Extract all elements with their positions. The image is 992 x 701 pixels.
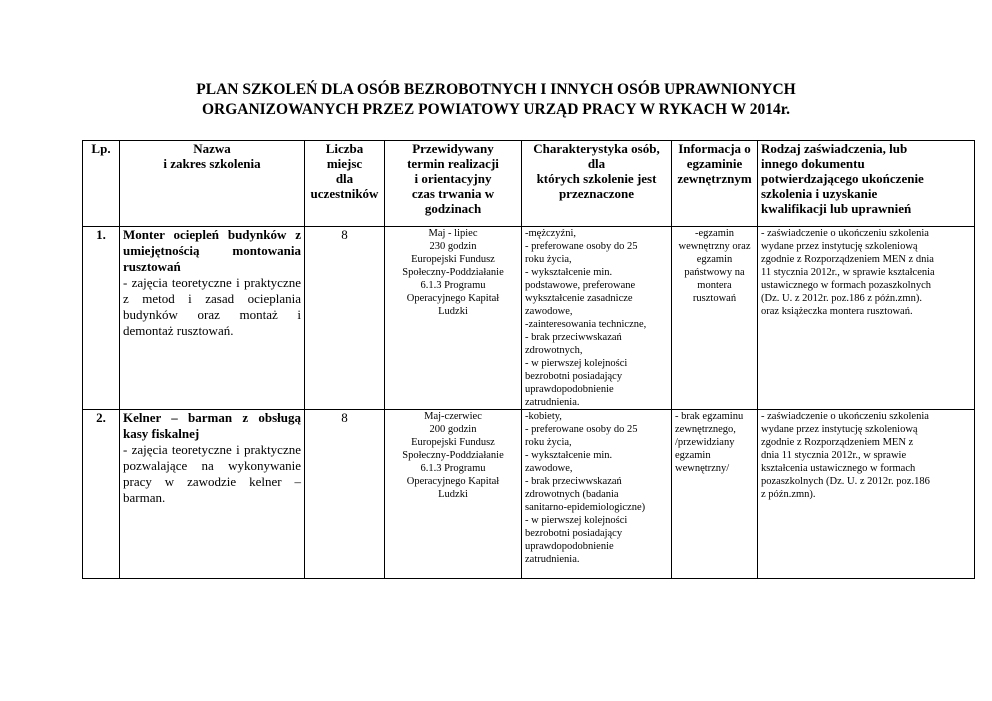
table-row	[83, 410, 975, 579]
header-name	[120, 141, 305, 227]
characteristics-line: roku życia,	[525, 254, 572, 265]
characteristics-line: - wykształcenie min.	[525, 267, 613, 278]
characteristics-line: zdrowotnych,	[525, 345, 583, 356]
training-scope: - zajęcia teoretyczne i praktyczne pozwalające na wykonywanie pracy w zawodzie kelner – barman.	[123, 442, 301, 505]
term-line: Europejski Fundusz	[411, 437, 495, 448]
row-count: 8	[305, 227, 385, 410]
row-term	[385, 410, 522, 579]
table-row	[83, 227, 975, 410]
exam-line: państwowy na	[684, 267, 745, 278]
header-characteristics-line: przeznaczone	[558, 186, 635, 201]
title-line-1: PLAN SZKOLEŃ DLA OSÓB BEZROBOTNYCH I INNYCH OSÓB UPRAWNIONYCH	[196, 81, 796, 98]
term-line: 6.1.3 Programu	[420, 463, 486, 474]
characteristics-line: uprawdopodobnienie	[525, 541, 614, 552]
header-certificate-line: szkolenia i uzyskanie	[761, 186, 878, 201]
term-line: 200 godzin	[429, 424, 477, 435]
row-exam	[672, 227, 758, 410]
header-characteristics-line: dla	[587, 156, 606, 171]
header-count	[305, 141, 385, 227]
characteristics-line: zatrudnienia.	[525, 397, 580, 408]
characteristics-line: zawodowe,	[525, 306, 573, 317]
term-line: Europejski Fundusz	[411, 254, 495, 265]
row-term	[385, 227, 522, 410]
row-certificate	[758, 227, 975, 410]
page-title	[0, 80, 992, 120]
row-name	[120, 227, 305, 410]
certificate-line: zgodnie z Rozporządzeniem MEN z	[761, 437, 914, 448]
row-name	[120, 410, 305, 579]
header-lp: Lp.	[83, 141, 120, 227]
table-header-row	[83, 141, 975, 227]
header-characteristics-line: Charakterystyka osób,	[533, 141, 660, 156]
certificate-line: 11 stycznia 2012r., w sprawie kształcenia	[761, 267, 935, 278]
header-name-line: i zakres szkolenia	[163, 156, 261, 171]
header-exam-line: egzaminie	[686, 156, 743, 171]
characteristics-line: zatrudnienia.	[525, 554, 580, 565]
exam-line: - brak egzaminu	[675, 411, 744, 422]
term-line: Ludzki	[438, 489, 468, 500]
exam-line: /przewidziany	[675, 437, 735, 448]
exam-line: montera	[697, 280, 732, 291]
characteristics-line: - brak przeciwwskazań	[525, 332, 622, 343]
header-term-line: godzinach	[424, 201, 482, 216]
row-lp: 2.	[83, 410, 120, 579]
certificate-line: wydane przez instytucję szkoleniową	[761, 424, 918, 435]
exam-line: egzamin	[696, 254, 733, 265]
header-count-line: miejsc	[326, 156, 363, 171]
training-plan-table	[82, 140, 975, 579]
header-certificate-line: potwierdzającego ukończenie	[761, 171, 924, 186]
header-name-line: Nazwa	[193, 141, 231, 156]
header-certificate	[758, 141, 975, 227]
exam-line: wewnętrzny/	[675, 463, 730, 474]
certificate-line: kształcenia ustawicznego w formach	[761, 463, 916, 474]
certificate-line: z późn.zmn).	[761, 489, 816, 500]
characteristics-line: -mężczyźni,	[525, 228, 577, 239]
header-term-line: i orientacyjny	[414, 171, 492, 186]
exam-line: -egzamin	[694, 228, 735, 239]
header-count-line: Liczba	[325, 141, 364, 156]
header-certificate-line: innego dokumentu	[761, 156, 865, 171]
characteristics-line: podstawowe, preferowane	[525, 280, 636, 291]
characteristics-line: - w pierwszej kolejności	[525, 515, 628, 526]
term-line: Maj-czerwiec	[424, 411, 482, 422]
term-line: Społeczny-Poddziałanie	[402, 267, 504, 278]
characteristics-line: -zainteresowania techniczne,	[525, 319, 647, 330]
header-term	[385, 141, 522, 227]
row-certificate	[758, 410, 975, 579]
exam-line: egzamin	[675, 450, 711, 461]
term-line: 6.1.3 Programu	[420, 280, 486, 291]
characteristics-line: - wykształcenie min.	[525, 450, 613, 461]
header-certificate-line: kwalifikacji lub uprawnień	[761, 201, 912, 216]
characteristics-line: wykształcenie zasadnicze	[525, 293, 633, 304]
characteristics-line: roku życia,	[525, 437, 572, 448]
term-line: Ludzki	[438, 306, 468, 317]
term-line: Maj - lipiec	[428, 228, 478, 239]
characteristics-line: bezrobotni posiadający	[525, 371, 623, 382]
training-scope: - zajęcia teoretyczne i praktyczne z metod i zasad ocieplania budynków oraz montaż i demontaż rusztowań.	[123, 275, 301, 338]
characteristics-line: - preferowane osoby do 25	[525, 424, 638, 435]
term-line: Społeczny-Poddziałanie	[402, 450, 504, 461]
header-characteristics	[522, 141, 672, 227]
characteristics-line: bezrobotni posiadający	[525, 528, 623, 539]
characteristics-line: zawodowe,	[525, 463, 573, 474]
header-count-line: uczestników	[310, 186, 379, 201]
row-exam	[672, 410, 758, 579]
characteristics-line: uprawdopodobnienie	[525, 384, 614, 395]
certificate-line: (Dz. U. z 2012r. poz.186 z późn.zmn).	[761, 293, 922, 304]
characteristics-line: zdrowotnych (badania	[525, 489, 619, 500]
term-line: Operacyjnego Kapitał	[406, 476, 500, 487]
header-term-line: termin realizacji	[407, 156, 499, 171]
training-name: Kelner – barman z obsługą kasy fiskalnej	[123, 410, 301, 441]
characteristics-line: - brak przeciwwskazań	[525, 476, 622, 487]
row-characteristics	[522, 410, 672, 579]
header-characteristics-line: których szkolenie jest	[536, 171, 657, 186]
row-count: 8	[305, 410, 385, 579]
certificate-line: oraz książeczka montera rusztowań.	[761, 306, 913, 317]
certificate-line: - zaświadczenie o ukończeniu szkolenia	[761, 228, 929, 239]
certificate-line: zgodnie z Rozporządzeniem MEN z dnia	[761, 254, 934, 265]
row-lp: 1.	[83, 227, 120, 410]
term-line: 230 godzin	[429, 241, 477, 252]
header-term-line: czas trwania w	[411, 186, 495, 201]
certificate-line: dnia 11 stycznia 2012r., w sprawie	[761, 450, 907, 461]
header-exam	[672, 141, 758, 227]
header-certificate-line: Rodzaj zaświadczenia, lub	[761, 141, 908, 156]
certificate-line: pozaszkolnych (Dz. U. z 2012r. poz.186	[761, 476, 930, 487]
exam-line: wewnętrzny oraz	[678, 241, 751, 252]
header-term-line: Przewidywany	[412, 141, 494, 156]
characteristics-line: - w pierwszej kolejności	[525, 358, 628, 369]
certificate-line: ustawicznego w formach pozaszkolnych	[761, 280, 931, 291]
certificate-line: - zaświadczenie o ukończeniu szkolenia	[761, 411, 929, 422]
exam-line: rusztowań	[692, 293, 737, 304]
characteristics-line: sanitarno-epidemiologiczne)	[525, 502, 646, 513]
characteristics-line: - preferowane osoby do 25	[525, 241, 638, 252]
term-line: Operacyjnego Kapitał	[406, 293, 500, 304]
certificate-line: wydane przez instytucję szkoleniową	[761, 241, 918, 252]
training-name: Monter ociepleń budynków z umiejętnością montowania rusztowań	[123, 227, 301, 274]
characteristics-line: -kobiety,	[525, 411, 562, 422]
row-characteristics	[522, 227, 672, 410]
header-count-line: dla	[335, 171, 354, 186]
title-line-2: ORGANIZOWANYCH PRZEZ POWIATOWY URZĄD PRACY W RYKACH W 2014r.	[201, 101, 791, 118]
header-exam-line: Informacja o	[678, 141, 751, 156]
header-exam-line: zewnętrznym	[677, 171, 752, 186]
exam-line: zewnętrznego,	[675, 424, 736, 435]
